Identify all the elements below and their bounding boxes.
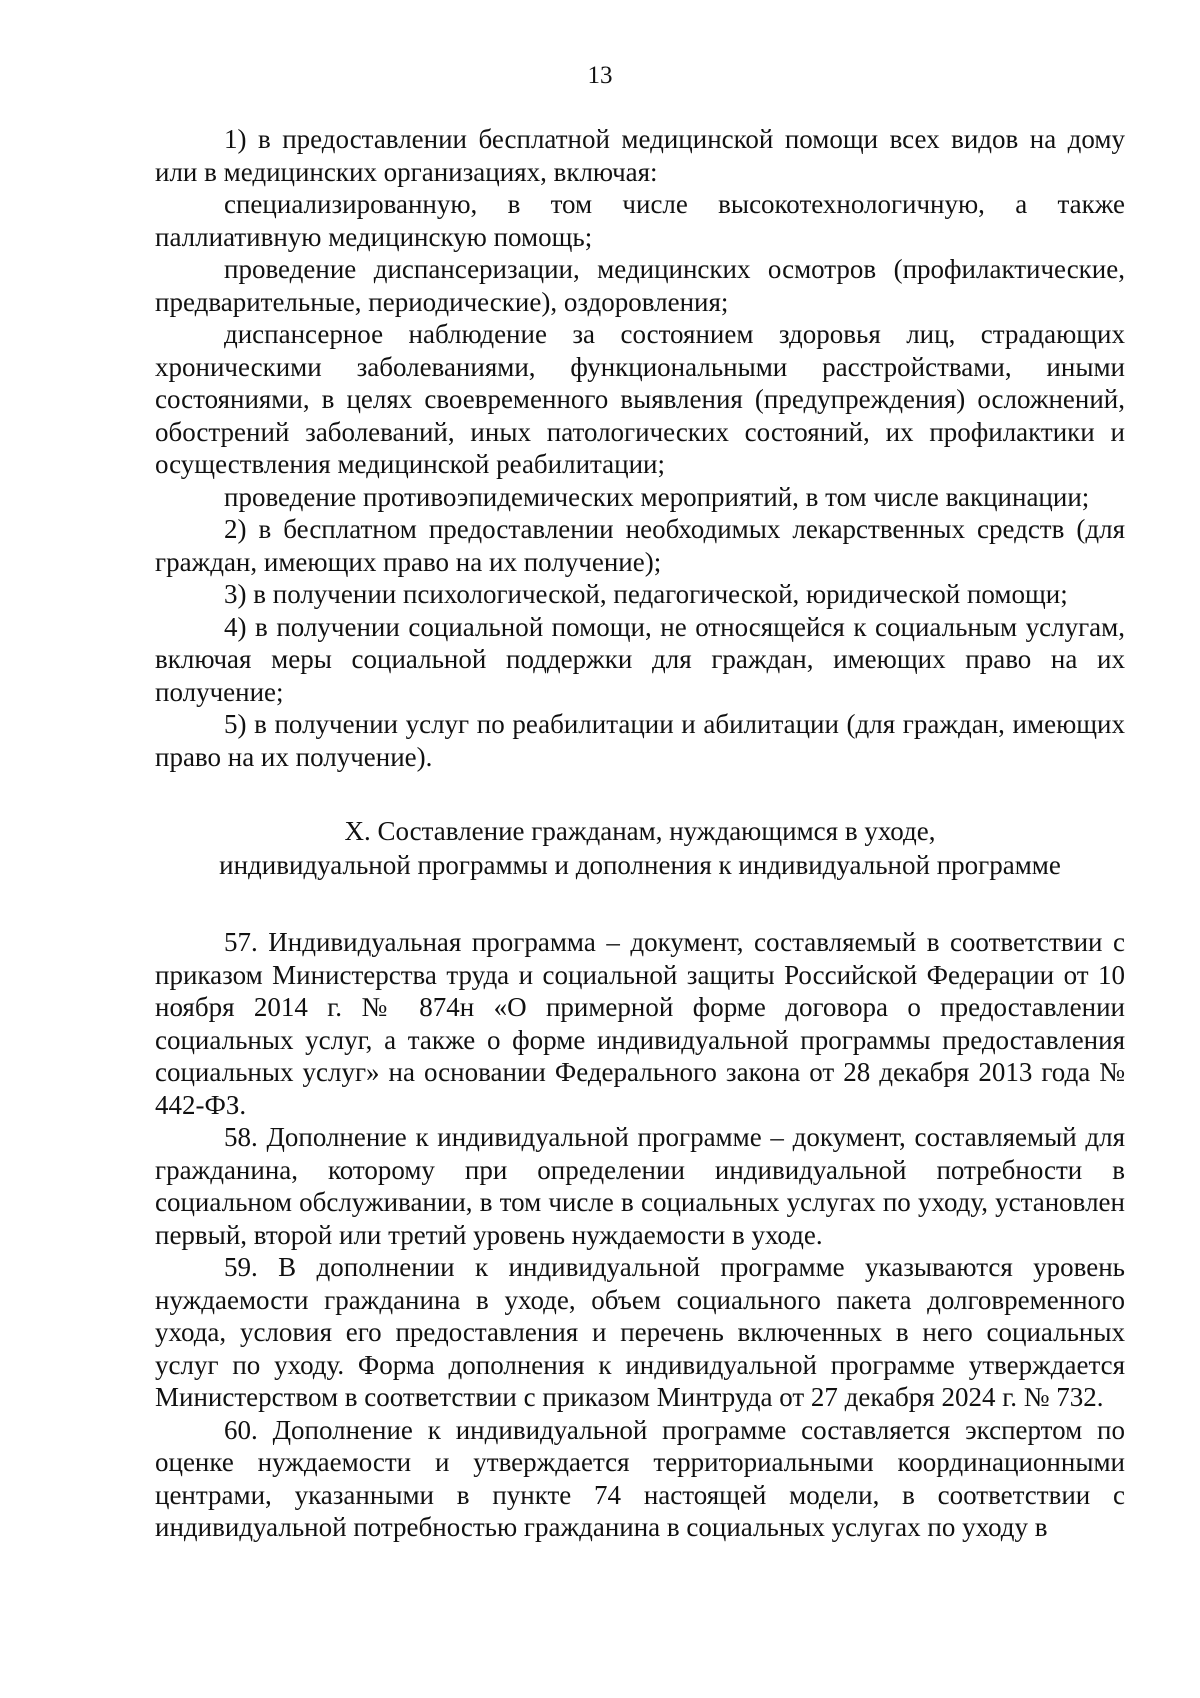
- section-heading-line-1: X. Составление гражданам, нуждающимся в уходе,: [344, 816, 936, 846]
- document-body: [155, 123, 1125, 1544]
- clause-60: 60. Дополнение к индивидуальной программе составляется экспертом по оценке нуждаемости и утверждается территориальными координационными центрами, указанными в пункте 74 настоящей модели, в соответствии с индивидуальной потребностью гражданина в социальных услугах по уходу в: [155, 1414, 1125, 1542]
- list-item-medicines: 2) в бесплатном предоставлении необходимых лекарственных средств (для граждан, имеющих право на их получение);: [155, 514, 1125, 577]
- section-heading: [155, 814, 1125, 882]
- clause-57: 57. Индивидуальная программа – документ, составляемый в соответствии с приказом Министерства труда и социальной защиты Российской Федерации от 10 ноября 2014 г. № 874н «О примерной форме договора о предоставлении социальных услуг, а также о форме индивидуальной программы предоставления социальных услуг» на основании Федерального закона от 28 декабря 2013 года № 442-ФЗ.: [155, 927, 1125, 1120]
- list-item-social-help: 4) в получении социальной помощи, не относящейся к социальным услугам, включая меры социальной поддержки для граждан, имеющих право на их получение;: [155, 611, 1125, 707]
- page-number: 13: [587, 62, 613, 89]
- sub-item-dispensary-exam: проведение диспансеризации, медицинских осмотров (профилактические, предварительные, периодические), оздоровления;: [155, 254, 1125, 317]
- sub-item-anti-epidemic: проведение противоэпидемических мероприятий, в том числе вакцинации;: [224, 481, 1090, 512]
- list-item-medical-care: 1) в предоставлении бесплатной медицинской помощи всех видов на дому или в медицинских организациях, включая:: [155, 124, 1125, 187]
- list-item-rehabilitation: 5) в получении услуг по реабилитации и абилитации (для граждан, имеющих право на их получение).: [155, 709, 1125, 772]
- clause-58: 58. Дополнение к индивидуальной программе – документ, составляемый для гражданина, которому при определении индивидуальной потребности в социальном обслуживании, в том числе в социальных услугах по уходу, установлен первый, второй или третий уровень нуждаемости в уходе.: [155, 1122, 1125, 1250]
- clause-59: 59. В дополнении к индивидуальной программе указываются уровень нуждаемости гражданина в уходе, объем социального пакета долговременного ухода, условия его предоставления и перечень включенных в него социальных услуг по уходу. Форма дополнения к индивидуальной программе утверждается Министерством в соответствии с приказом Минтруда от 27 декабря 2024 г. № 732.: [155, 1252, 1125, 1412]
- sub-item-dispensary-observation: диспансерное наблюдение за состоянием здоровья лиц, страдающих хроническими заболеваниями, функциональными расстройствами, иными состояниями, в целях своевременного выявления (предупреждения) осложнений, обострений заболеваний, иных патологических состояний, их профилактики и осуществления медицинской реабилитации;: [155, 319, 1125, 479]
- list-item-psychological-help: 3) в получении психологической, педагогической, юридической помощи;: [224, 579, 1068, 609]
- sub-item-specialized-care: специализированную, в том числе высокотехнологичную, а также паллиативную медицинскую помощь;: [155, 189, 1125, 252]
- section-heading-line-2: индивидуальной программы и дополнения к индивидуальной программе: [219, 850, 1061, 880]
